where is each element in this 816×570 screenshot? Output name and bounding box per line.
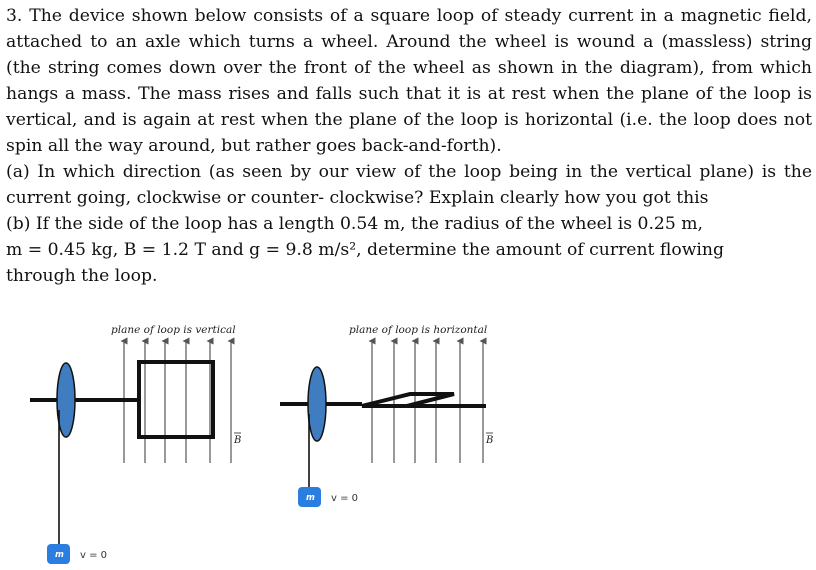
mass-label: m: [55, 550, 64, 560]
field-label-b: B: [234, 435, 242, 446]
velocity-label: v = 0: [331, 493, 359, 504]
square-loop: [139, 362, 213, 437]
problem-intro: 3. The device shown below consists of a square loop of steady current in a magnetic field, attached to an axle which turns a wheel. Around the wheel is wound a (massless) string (the string comes down over the front of the wheel as shown in the diagram), from which hangs a mass. The mass rises and falls such that it is at rest when the plane of the loop is vertical, and is again at rest when the plane of the loop is horizontal (i.e. the loop does not spin all the way around, but rather goes back-and-forth).: [6, 6, 812, 156]
caption-horizontal: plane of loop is horizontal: [349, 324, 488, 336]
figure-vertical-loop: [30, 324, 241, 564]
part-b-line3: through the loop.: [6, 266, 158, 286]
figure-horizontal-loop: [280, 324, 493, 507]
velocity-label: v = 0: [80, 550, 108, 561]
wheel: [308, 367, 326, 441]
field-label-b: B: [486, 435, 494, 446]
part-b-line2: m = 0.45 kg, B = 1.2 T and g = 9.8 m/s², determine the amount of current flowing: [6, 240, 725, 260]
mass-label: m: [306, 493, 315, 503]
part-a: (a) In which direction (as seen by our view of the loop being in the vertical plane) is the current going, clockwise or counter- clockwise? Explain clearly how you got this: [6, 162, 812, 208]
part-b-line1: (b) If the side of the loop has a length 0.54 m, the radius of the wheel is 0.25 m,: [6, 214, 704, 234]
caption-vertical: plane of loop is vertical: [111, 324, 236, 336]
